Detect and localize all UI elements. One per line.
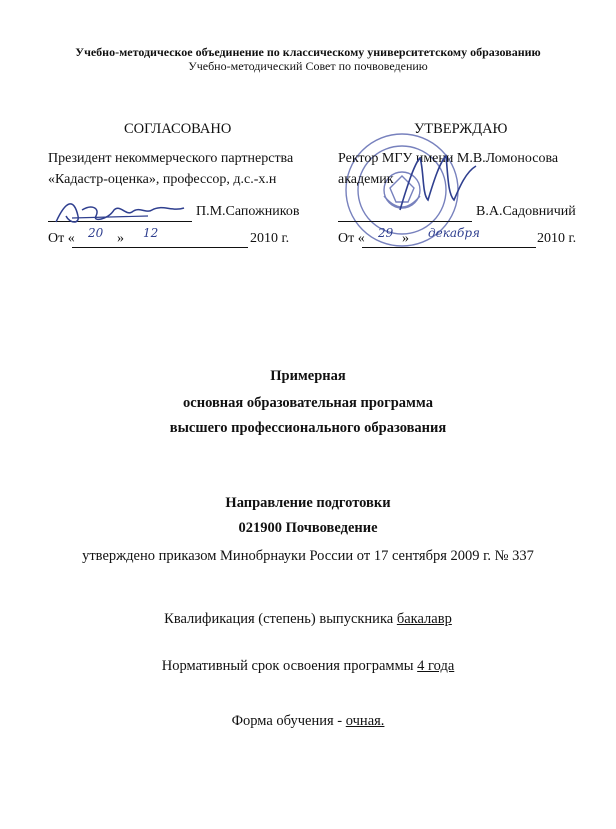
qualification-row [0,611,616,628]
left-date-day: 20 [88,226,104,240]
organization-line-1: Учебно-методическое объединение по классическому университетскому образованию [75,45,541,59]
qualification-value: бакалавр [396,611,452,627]
left-date-close-quote: » [117,231,124,246]
approve-heading: УТВЕРЖДАЮ [414,121,508,137]
form-of-study-label: Форма обучения - [231,713,346,729]
right-handwritten-signature [392,150,482,220]
duration-label: Нормативный срок освоения программы [161,658,418,674]
left-signer-position-line-1: Президент некоммерческого партнерства [48,151,294,166]
document-title-line-2: основная образовательная программа [183,395,433,411]
right-date-open: От « [338,231,365,246]
left-signer-position-line-2: «Кадастр-оценка», профессор, д.с.-х.н [48,172,277,187]
duration-value: 4 года [417,658,455,674]
direction-code: 021900 Почвоведение [238,520,378,536]
organization-line-2: Учебно-методический Совет по почвоведению [188,59,428,73]
right-signer-position-line-1: Ректор МГУ имени М.В.Ломоносова [338,151,559,166]
left-handwritten-signature [52,194,192,230]
right-date-close-quote: » [402,231,409,246]
left-signer-name: П.М.Сапожников [196,204,300,219]
document-title-line-3: высшего профессионального образования [169,420,447,436]
form-of-study-row [0,713,616,730]
right-date-day: 29 [378,226,394,240]
direction-label: Направление подготовки [225,495,391,511]
right-signer-position-line-2: академик [338,172,394,187]
right-date-year: 2010 г. [537,231,577,246]
document-title-line-1: Примерная [270,368,346,384]
left-date-month: 12 [143,226,159,240]
approval-order-text: утверждено приказом Минобрнауки России от 17 сентября 2009 г. № 337 [82,548,534,564]
right-date-month: декабря [428,226,480,240]
qualification-label: Квалификация (степень) выпускника [164,611,397,627]
right-signature-line [338,221,472,222]
left-date-year: 2010 г. [250,231,290,246]
right-signer-name: В.А.Садовничий [476,204,576,219]
duration-row [0,658,616,675]
right-date-line [362,247,536,248]
agreed-heading: СОГЛАСОВАНО [124,121,232,137]
form-of-study-value: очная. [345,713,385,729]
left-date-open: От « [48,231,75,246]
left-date-line [72,247,248,248]
